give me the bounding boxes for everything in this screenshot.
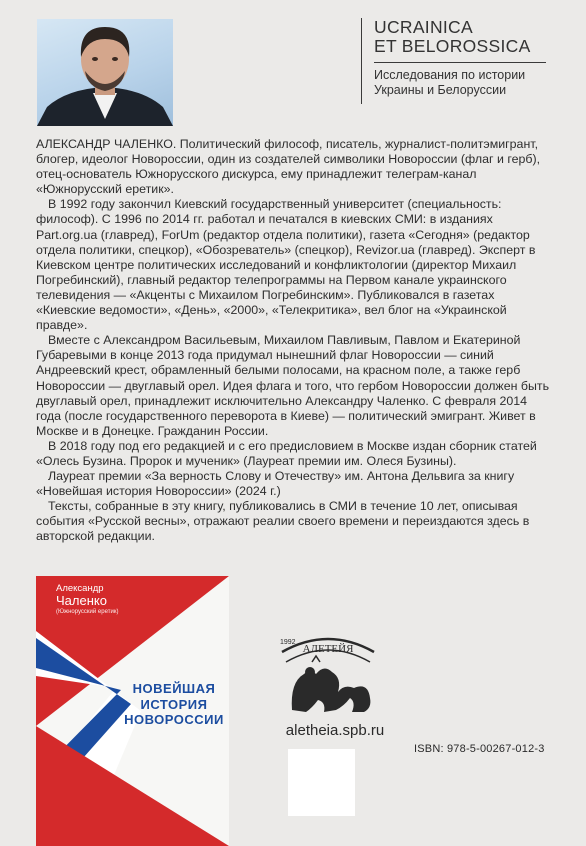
bio-paragraph-flag: Вместе с Александром Васильевым, Михаилом Павливым, Павлом и Екатериной Губаревыми в конце 2013 года придумал нынешний флаг Новороссии — синий Андреевский крест, обрамленный белыми полосами, на красном поле, а также герб Новороссии — двуглавый орел. Идея флага и того, что гербом Новороссии должен быть двуглавый орел, принадлежит исключительно Александру Чаленко. С февраля 2014 года (после государственного переворота в Киеве) — политический эмигрант. Живет в Москве и в Донецке. Гражданин России. [36, 333, 550, 438]
series-subtitle-line1: Исследования по истории [374, 68, 526, 82]
logo-year: 1992 [280, 639, 296, 646]
cover-author-first: Александр [56, 583, 104, 594]
series-title-line2: ET BELOROSSICA [374, 36, 531, 56]
author-portrait-image [37, 19, 173, 126]
book-cover-thumbnail [36, 576, 229, 846]
bio-paragraph-intro: АЛЕКСАНДР ЧАЛЕНКО. Политический философ, писатель, журналист-политэмигрант, блогер, идеолог Новороссии, один из создателей символики Новороссии (флаг и герб), отец-основатель Южнорусского дискурса, ему принадлежит телеграм-канал «Южнорусский еретик». [36, 137, 541, 197]
cover-title-line3: НОВОРОССИИ [124, 712, 224, 727]
author-photo [37, 19, 173, 126]
bio-paragraph-award: Лауреат премии «За верность Слову и Отечеству» им. Антона Дельвига за книгу «Новейшая история Новороссии» (2024 г.) [36, 469, 515, 499]
cover-author-last: Чаленко [56, 593, 107, 608]
bio-paragraph-book: В 2018 году под его редакцией и с его предисловием в Москве издан сборник статей «Олесь Бузина. Пророк и мученик» (Лауреат премии им. Олеся Бузины). [36, 438, 537, 468]
series-divider [374, 62, 546, 63]
aletheia-logo-icon [272, 622, 384, 717]
publisher-url: aletheia.spb.ru [285, 722, 385, 739]
bio-paragraph-note: Тексты, собранные в эту книгу, публиковались в СМИ в течение 10 лет, описывая события «Русской весны», отражают реалии своего времени и переиздаются здесь в авторской редакции. [36, 499, 530, 544]
cover-title [124, 681, 224, 728]
author-biography [36, 137, 552, 545]
cover-author-tag: (Южнорусский еретик) [56, 609, 119, 615]
cover-title-line2: ИСТОРИЯ [140, 696, 208, 712]
bio-paragraph-career: В 1992 году закончил Киевский государственный университет (специальность: философ). С 1996 по 2014 гг. работал и печатался в киевских СМИ: в изданиях Part.org.ua (главред), ForUm (редактор отдела политики), газета «Сегодня» (редактор отдела политики, спецкор), «Обозреватель» (спецкор), Revizor.ua (главред). Эксперт в Киевском центре политических исследований и конфликтологии (директор Михаил Погребинский), главный редактор телепрограммы на Первом канале украинского телевидения — «Акценты с Михаилом Погребинским». Публиковался в газетах «Киевские ведомости», «День», «2000», «Телекритика», вел блог на «Украинской правде». [36, 197, 536, 333]
logo-name: АЛЕТЕЙЯ [302, 643, 354, 655]
series-title-line1: UCRAINICA [374, 17, 473, 37]
isbn-label: ISBN: 978-5-00267-012-3 [414, 743, 545, 755]
series-subtitle-line2: Украины и Белоруссии [374, 83, 507, 97]
series-block [361, 18, 561, 104]
barcode-sticker [288, 749, 355, 816]
cover-title-line1: НОВЕЙШАЯ [132, 681, 216, 696]
cover-author [56, 584, 118, 617]
